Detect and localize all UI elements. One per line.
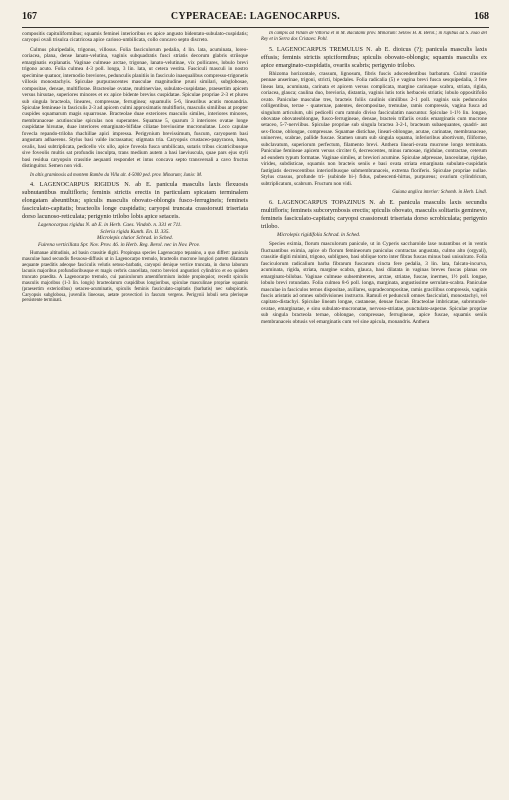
description-paragraph-3: Species eximia, florum masculorum panicule, ut in Cyperis saccharoide laxe nutantibus et in ventis fluctuantibus eximia, apice ob florum femineorum paniculas contractas angustata, culmo alto (orgyali), crassitie digiti minimi, trigono, subligneo, basi oblique torto inter fibras fuscas minus basi unisulcato. Folia fasciculorum radicalium barba fibrarum fuscarum cincta fere pedalia, 3 lin. lata, falcato-incurva, acuminata, rigida, striata, margine scabra, glauca, basi dilatata in vaginas breves fuscas planas ore emarginato-bilobas. Vaginae culmeae subsemiteretes, arctae, striatae, fuscae, inermes, 1½ poll. longae, lobulo brevi rotundato. Folia culmea 8-6 poll. longa, marginata, angustissime serrulato-scabra. Paniculae masculae in fasciculos ternos dispositae, axillares, supradecompositae, ramis gracilibus compressis, vaginis fuscis aristatis ad omnes subdivisiones instructo. Ramuli et pedunculi omnes fasciculati, monostachyi, vel capitato-distachyi. Spiculae lineam longae, castaneae, densae fuscae. Bracteolae imbricatae, subrotundo-ovatae, emarginatae, e sinu subulato-mucronatae, nervoso-striatae, punctulato-asperae. Spiculae propriae sub singula bracteola ternae, oblongae, compressae, ferrugineae, apice fuscae, squamis seniis membranaceis obtusis vel emarginatis cum vel sine apicula, monandris. Anthera [261,241,487,325]
locality-paragraph-2: In campis ad Villam de Vittoria et in M. Bacutami prov. Minarum: Sellow H. R. Berol.; in rupibus ad S. Joao del Rey et in Serra dos Cristaes: Pohl. [261,31,487,42]
small-print-paragraph: Humanae altitudinis, ad basin crassitie digiti. Propinqua species Lagenocarpo tepanino, a quo differt: panicula masculae haud secundis flexuoso-diffusis ut in Lagenocarpo tremulo, bracteolis mucrone longiori partem dilatatam aequante praeditis adeoque fasciculis velutis setoso-barbatis, caryopsi denique vertice truncata, in dorso laborum lacunis majoribus profundioribusque et magis cerbris cancellata, rostro breviori angustiori cylindrico et eo quidem truncato praedita. A Lagenocarpo tremulo, cui paniculorum amentiformium indole propinquior, recedit spiculis masculis majoribus (1-3 lin. longis) bracteolarum cuspidibus longioribus, spiculae masculinae propriae squamis (praesertim exterioribus) setaceo-acuminatis, spiculis feminis fasciculato-capitatis (barbatis) nec subspicatis. Caryopsis subglobosa, juvenilis lineosus, aetate provectiori in fascum vergens. Perigynii lobuli seta plerisque persistente terminati. [22,251,248,304]
species-6-heading: 6. LAGENOCARPUS TOPAZINUS N. ab E. panicula masculis laxis secundis multifloris; femineis subcorymbosis erectis; spiculis obovato, masculis solitariis gemineve, femineis fasciculato-capitatis; caryopsi crassiorsuti triseriata dorso scrobiculata; perigynio trilobo. [261,198,487,230]
right-page-number: 168 [474,11,489,22]
synonym-line: Lagenocarpus rigidus N. ab E. in Herb. Caes. Vindob. n. 331 et 711. [38,222,182,229]
left-column [22,31,248,789]
description-paragraph-2: Rhizoma horizontale, crassum, lignosum, fibris fuscis adscendentibus barbatum. Culmi crassitie pennae anserinae, trigoni, stricti, bipedales. Folia radicalia (5) e vagina brevi fusca sesquipedalia, 3 fere lineas lata, acuminata, carinata et apicem versus complicata, margine carinaque scabra, striata, rigida, coriacea, glauca; caulina duo, brevioria, distantia, vaginis lutis totis herbaceis striatis; lobulo oppositifolio ovato. Paniculae masculae tres, bracteis foliis caulinis similibus 2-1 poll. vaginis suis pedunculos colligentibus, terrae - quaternae, patentes, decompositae, tremulae, ramis compressis, vagina fusca ad singulum articulum, ubi pedicelli cum ramulo diviso fasciculatim nascuntur. Spiculae 1-1½ lin. longae, obovatae obovateoblongae, fusco-ferrugineae, densae, bracteis trifariis ovatis emarginatis cum mucrone setaceo, 5-7-nerviibus. Spiculae propriae sub singula bractea 3-2-1, bracteam subaequantes, quadri- aut sex-florae, oblongae, compressae. Squamae distichae, lineari-oblongae, acutae, carinatae, membranaceae, uninerves, scabrae, pallide fuscae. Stamen unum sub singula squama, inferioribus abortivum, filiforme, subclavatum, superiorum perfectum, filamento brevi. Anthera lineari-ovata mucrone longo terminata. Paniculae femineae apicem versus circiter 6, decrescentes, minus ramosae, rigidulae, contractae, ceterum ad eundem typum formatae. Vaginae similes, at breviori acumine. Spiculae adpressae, lanceolatae, rigidae, virides, subdisticae, squamis non bracteis seniis e basi ovata striata emarginata subulato-cuspidatis fastigiatis decrescentibus interioribusque submembranaceis, extrema floriferis. Spiculae propriae nullae. Stylus crassus, profunde tri- (subinde bi-) fidus, pubescenti-hirtus, purpureus; ovarium cylindricum, subtriplicatum, scabrum. Fructum non vidi. [261,70,487,187]
species-5-heading: 5. LAGENOCARPUS TREMULUS N. ab E. dioicus (?); panicula masculis laxis effusis; feminis strictis spiciformibus; spiculis obovato-oblongis; squamis masculis ex apice emarginato-cuspidatis, ovariis scabris; perigynio trilobo. [261,45,487,69]
synonym-line: Scleria rigida Kunth. En. II. 335. [100,228,170,235]
species-4-heading: 4. LAGENOCARPUS RIGIDUS N. ab E. panicula masculis laxis flexuosis subnutantibus multifloris; feminis strictis erectis in particulam spicatam terminalem elongatam abeuntibus; spiculis masculis obovato-oblongis fusco-ferrugineis; femineis fasciculato-capitatis; bracteolis longe cuspidatis; caryopsi truncata crassiorsuti triseriata dorso lacunoso-reticulata; perigynio trilobo lobis apice setaceis. [22,181,248,221]
locality-paragraph-1: In altis graminosis ad montem Rambo da Villa alt. 4-5000 ped. prov. Minarum; Junio: M. [30,172,203,178]
description-paragraph-1: Culmus pluripedalis, trigonus, villosus. Folia fasciculorum pedalia, 4 lin. lata, acuminata, loreo-coriacea, plana, dense lanato-velutina, vaginis subquadratis fusci striatis decorum glabris striisque emarginatis explanatis. Vaginae culmeae arctae, trigonae, lanato-velutinae, vix pollicares, lobulo brevi trigono acuto. Folia culmea 4-3 poll. longa, 3 lin. lata, ut cetera vestita. Fasciculi masculi in nostro specimine quatuor, internodio breviores, pedunculis planitiis in fasciculo inaequalibus compresso-trigonetis villosis monostachyis. Spiculae purpurascentes masculae magnitudine pruni similari, subglobosae, compositae, densae, multiflorae. Bracteolae ovatae, multinerviae, subulato-cuspidatae, praesertim apicem versus hirsutae, superiores minores et ex apice bidente brevius cuspidatae. Spiculae propriae 2-3 et plures sub singula bracteola, lineares, compressae, ferruginea; squamulis 5-6, linearibus acutis monandria. Spiculae femineae in fasciculis 2-3 ad apicem culmi approximatis multifloris, masculis similibus at propter cuspides squamarum magis squarrosae. Bracteolae duae exteriores masculis similes, interiores minores, membranaceae acutiusculae spiculas non superantes. Squamae 5, quarum 3 interiores ovatae longe cuspidatae hirsutae, duae interiores emarginato-bifidae ciliatae breviusime mucronulatae. Loco capulae fovecla repando-triloba rhachillae apici impressa. Perigynium brevissimum, fuscum, caryopsem basi angustam adhaerens. Stylus basi valde incrassatus; stigmata tria. Caryopsis crustaceo-papyracea, lutea, ovalis, basi subtriplicata, pedicello vix ullo, apice foveola fusca umbilicata, sutaris tribus cicatricibusque sive foveolis multis sat profundis insculpta, trans medium autem a basi laeviuscula, quae pars ejus styli basi residua caryopsin crassitie aequanti respondet et intus concava septo transversali a cavo fructus distinguitur. Semen non vidi. [22,46,248,170]
intro-paragraph: compositis capituliformibus; squamis feminei interioribus ex apice angusto bidentato-subulato-cuspidatis; caryopsi ovali trisulca cicatricosa apice carioso-umbilicata, collo concavo septo discreto. [22,31,248,44]
header-rule [22,27,489,28]
running-title: CYPERACEAE: LAGENOCARPUS. [170,11,341,22]
synonym-line: Microlepis clutior Schrad. in Sched. [97,235,173,242]
synonym-line: Fuirena verticillata Spr. Nov. Prov. 46. in Herb. Reg. Berol. nec in Nov. Prov. [38,241,200,248]
left-page-number: 167 [22,11,37,22]
page-header [22,11,489,27]
synonym-line: Microlepis rigidifolia Schrad. in Sched. [277,231,361,238]
right-column [261,31,487,789]
locality-paragraph-3: Guiana anglica interior: Schomb. in Herb. Lindl. [392,189,487,195]
